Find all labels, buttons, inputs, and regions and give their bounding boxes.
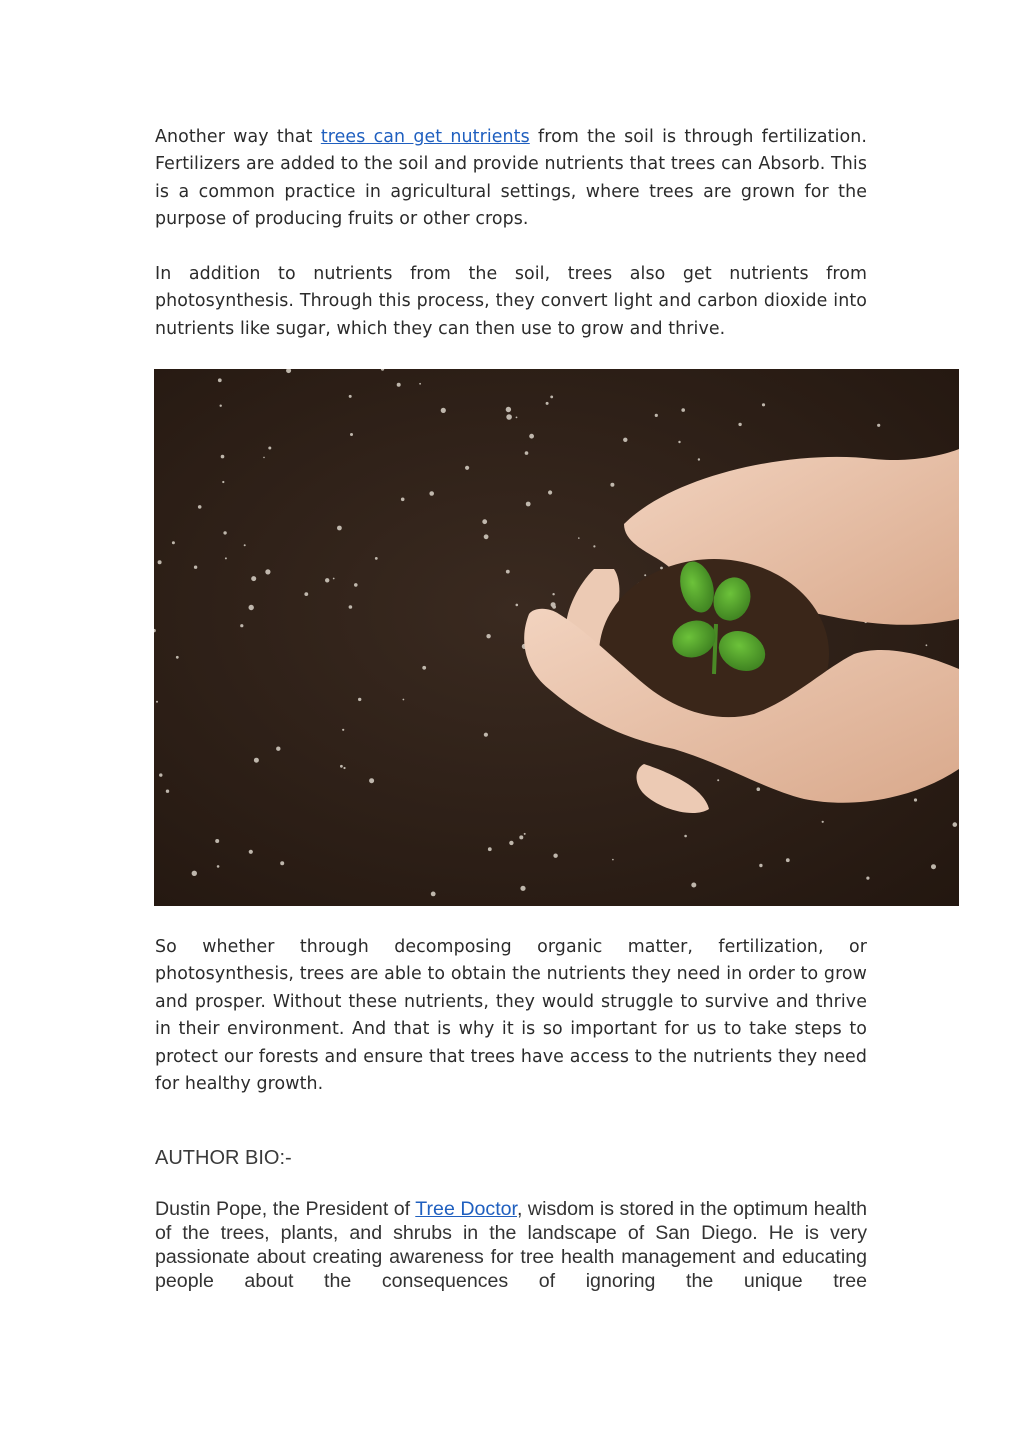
soil-speck (506, 414, 512, 420)
soil-speck (198, 505, 202, 509)
soil-speck (738, 423, 741, 426)
soil-speck (354, 583, 358, 587)
trees-can-get-nutrients-link[interactable]: trees can get nutrients (320, 127, 530, 147)
soil-speck (401, 498, 405, 502)
soil-speck (578, 537, 580, 539)
soil-speck (546, 402, 549, 405)
soil-speck (156, 701, 158, 703)
author-bio-heading: AUTHOR BIO:- (155, 1147, 292, 1169)
paragraph-photosynthesis: In addition to nutrients from the soil, trees also get nutrients from photosynthesis. Through this process, they convert light and carbon dioxide into nutrients like sugar, which they can then use to grow and thrive. (155, 264, 867, 339)
soil-speck (822, 821, 824, 823)
soil-speck (249, 850, 253, 854)
soil-speck (220, 405, 222, 407)
tree-doctor-link[interactable]: Tree Doctor (415, 1198, 517, 1220)
soil-speck (762, 403, 765, 406)
soil-speck (529, 434, 534, 439)
soil-speck (251, 576, 256, 581)
soil-speck (757, 787, 761, 791)
soil-speck (249, 605, 254, 610)
soil-speck (526, 502, 531, 507)
soil-speck (240, 624, 243, 627)
soil-speck (525, 451, 529, 455)
soil-speck (218, 378, 222, 382)
soil-speck (431, 892, 436, 897)
soil-speck (698, 458, 700, 460)
soil-speck (225, 557, 227, 559)
soil-speck (215, 839, 219, 843)
soil-speck (684, 835, 687, 838)
bio-text: , wisdom is stored in the optimum health of the trees, plants, and shrubs in the landscape of San Diego. He is very passionate about creating awareness for tree health management and educating people about the consequences of ignoring the unique tree (155, 1198, 867, 1292)
soil-speck (403, 699, 405, 701)
soil-speck (265, 569, 270, 574)
soil-speck (369, 778, 374, 783)
soil-speck (926, 644, 928, 646)
soil-speck (877, 424, 880, 427)
soil-speck (325, 578, 329, 582)
soil-speck (333, 578, 335, 580)
soil-speck (244, 544, 246, 546)
paragraph-conclusion: So whether through decomposing organic matter, fertilization, or photosynthesis, trees are able to obtain the nutrients they need in order to grow and prosper. Without these nutrients, they would struggle to survive and thrive in their environment. And that is why it is so important for us to take steps to protect our forests and ensure that trees have access to the nutrients they need for healthy growth. (155, 937, 867, 1095)
soil-speck (166, 790, 169, 793)
soil-speck (340, 765, 343, 768)
soil-speck (484, 733, 488, 737)
soil-speck (217, 865, 220, 868)
soil-speck (509, 841, 513, 845)
soil-speck (691, 883, 696, 888)
soil-speck (552, 605, 556, 609)
soil-speck (172, 541, 175, 544)
soil-speck (194, 566, 197, 569)
soil-speck (520, 886, 525, 891)
soil-speck (397, 383, 401, 387)
soil-speck (550, 396, 553, 399)
soil-speck (516, 604, 519, 607)
paragraph-text: from the soil is through fertilization. Fertilizers are added to the soil and provide nutrients that trees can Absorb. This is a common practice in agricultural settings, where trees are grown for the purpose of producing fruits or other crops. (155, 127, 867, 230)
soil-speck (759, 864, 762, 867)
soil-speck (349, 395, 352, 398)
soil-speck (358, 698, 361, 701)
soil-speck (506, 570, 510, 574)
soil-speck (914, 798, 917, 801)
bio-text: Dustin Pope, the President of (155, 1198, 416, 1220)
soil-speck (158, 560, 162, 564)
soil-speck (953, 822, 958, 827)
soil-speck (866, 877, 869, 880)
author-bio-text (155, 1197, 867, 1293)
soil-speck (280, 861, 284, 865)
soil-speck (343, 767, 345, 769)
soil-speck (612, 859, 614, 861)
soil-speck (623, 438, 627, 442)
soil-speck (221, 455, 225, 459)
soil-speck (655, 414, 658, 417)
soil-speck (486, 634, 490, 638)
soil-speck (553, 854, 557, 858)
soil-speck (350, 433, 353, 436)
soil-speck (516, 417, 518, 419)
soil-speck (931, 864, 936, 869)
soil-speck (349, 605, 353, 609)
soil-speck (644, 574, 646, 576)
soil-speck (441, 408, 446, 413)
soil-speck (342, 729, 344, 731)
soil-speck (429, 491, 434, 496)
soil-speck (548, 490, 552, 494)
soil-speck (552, 593, 554, 595)
soil-speck (268, 447, 271, 450)
soil-speck (159, 773, 162, 776)
soil-speck (222, 481, 224, 483)
soil-speck (176, 656, 179, 659)
paragraph-fertilization (155, 124, 867, 234)
soil-speck (263, 457, 265, 459)
soil-speck (524, 833, 526, 835)
soil-speck (482, 519, 487, 524)
soil-speck (488, 847, 492, 851)
soil-speck (506, 407, 511, 412)
soil-speck (660, 567, 663, 570)
soil-speck (223, 531, 226, 534)
soil-speck (276, 747, 280, 751)
seedling-photo-illustration (154, 369, 959, 906)
soil-speck (681, 408, 685, 412)
soil-speck (254, 758, 259, 763)
soil-speck (422, 666, 426, 670)
soil-speck (484, 534, 489, 539)
soil-speck (593, 545, 595, 547)
soil-speck (375, 557, 378, 560)
soil-speck (337, 526, 342, 531)
soil-speck (192, 871, 197, 876)
paragraph-text: Another way that (155, 127, 321, 147)
soil-speck (717, 779, 719, 781)
soil-speck (304, 592, 308, 596)
soil-speck (419, 383, 421, 385)
soil-speck (465, 466, 469, 470)
soil-speck (519, 835, 523, 839)
soil-speck (786, 858, 790, 862)
soil-speck (610, 483, 614, 487)
soil-speck (678, 441, 680, 443)
hands-holding-seedling-image (154, 369, 959, 906)
